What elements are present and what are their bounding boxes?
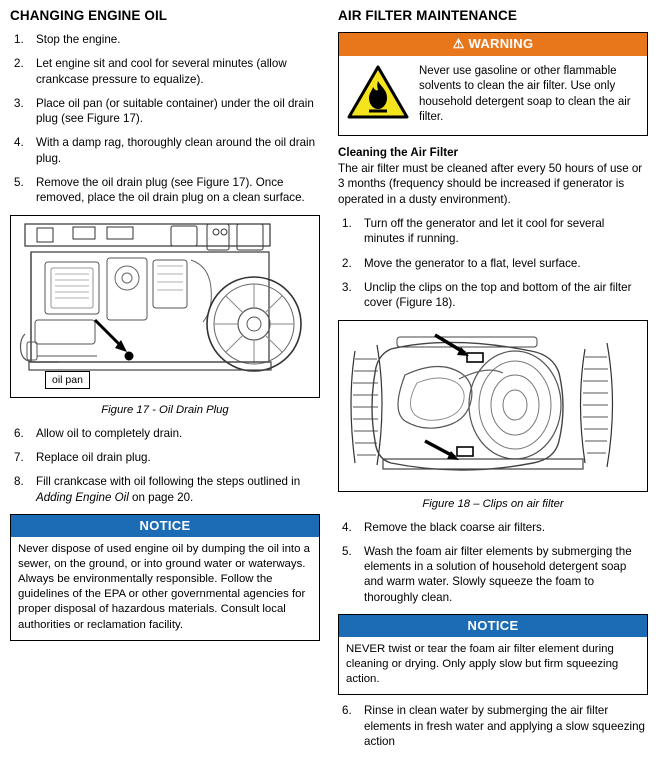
warning-box-flammable-solvents <box>338 32 648 136</box>
list-item <box>338 703 648 749</box>
step-text: Wash the foam air filter elements by submerging the elements in a solution of household detergent soap and warm water. Slowly squeeze the foam to thoroughly clean. <box>364 544 632 604</box>
list-item <box>338 544 648 605</box>
step-text: Rinse in clean water by submerging the air filter elements in fresh water and applying a slow squeezing action <box>364 704 645 749</box>
list-item <box>10 56 320 87</box>
step-number: 4. <box>342 520 352 534</box>
warning-header: ⚠ WARNING <box>339 33 647 56</box>
step-number: 1. <box>14 33 24 46</box>
flammable-hazard-icon <box>347 64 409 120</box>
notice-body: NEVER twist or tear the foam air filter element during cleaning or drying. Only apply slow but firm squeezing action. <box>346 642 619 686</box>
list-item <box>10 135 320 166</box>
notice-box-oil-disposal <box>10 514 320 641</box>
notice-header: NOTICE <box>339 615 647 637</box>
air-filter-steps-part2 <box>338 520 648 605</box>
warning-text: Never use gasoline or other flammable solvents to clean the air filter. Use only household detergent soap to clean the air filter. <box>419 65 631 123</box>
list-item <box>10 474 320 505</box>
step-number: 2. <box>14 57 24 71</box>
step-text: Stop the engine. <box>36 33 121 46</box>
notice-body: Never dispose of used engine oil by dumping the oil into a sewer, on the ground, or into ground water or waterways. Always be environmentally responsible. Follow the guidelines of the EPA or other governmental agencies for proper disposal of hazardous materials. Consult local authorities or reclamation facility. <box>18 542 310 631</box>
step-number: 2. <box>342 256 352 270</box>
figure-18-clips-on-air-filter <box>338 320 648 492</box>
page-title-changing-engine-oil: CHANGING ENGINE OIL <box>10 8 168 23</box>
step-text: Remove the oil drain plug (see Figure 17). Once removed, place the oil drain plug on a clean surface. <box>36 176 305 205</box>
left-column <box>10 6 320 768</box>
figure-17-oil-drain-plug <box>10 215 320 398</box>
step-number: 4. <box>14 136 24 150</box>
air-filter-intro-paragraph: The air filter must be cleaned after every 50 hours of use or 3 months (frequency should be increased if generator is operated in a dusty environment). <box>338 162 643 206</box>
list-item <box>338 256 648 271</box>
notice-box-foam-element <box>338 614 648 695</box>
step-text: With a damp rag, thoroughly clean around the oil drain plug. <box>36 136 316 165</box>
step-number: 7. <box>14 450 24 464</box>
generator-side-view-illustration <box>11 216 319 397</box>
list-item <box>10 32 320 47</box>
step-text-tail: on page 20. <box>128 490 194 504</box>
list-item <box>10 450 320 465</box>
step-text: Let engine sit and cool for several minutes (allow crankcase pressure to equalize). <box>36 57 287 86</box>
step-number: 3. <box>14 96 24 110</box>
figure-17-caption: Figure 17 - Oil Drain Plug <box>101 403 229 416</box>
step-number: 3. <box>342 280 352 294</box>
warning-body-row <box>339 56 647 135</box>
oil-pan-callout-label: oil pan <box>45 371 90 389</box>
air-filter-steps-part3 <box>338 703 648 749</box>
list-item <box>10 96 320 127</box>
step-number: 5. <box>342 544 352 558</box>
air-filter-steps-part1 <box>338 216 648 310</box>
two-column-layout <box>10 6 655 768</box>
step-text-emphasis: Adding Engine Oil <box>36 490 129 504</box>
step-number: 6. <box>342 704 352 718</box>
step-text: Allow oil to completely drain. <box>36 426 183 440</box>
step-text: Remove the black coarse air filters. <box>364 520 546 534</box>
step-text: Replace oil drain plug. <box>36 450 151 464</box>
step-number: 1. <box>342 217 352 231</box>
air-filter-cover-illustration <box>339 321 647 491</box>
list-item <box>338 216 648 247</box>
step-number: 5. <box>14 176 24 190</box>
step-text: Fill crankcase with oil following the steps outlined in <box>36 475 301 489</box>
subsection-heading-cleaning-air-filter: Cleaning the Air Filter <box>338 146 459 160</box>
step-number: 6. <box>14 426 24 440</box>
oil-steps-list-part2 <box>10 426 320 505</box>
figure-18-caption: Figure 18 – Clips on air filter <box>422 497 564 510</box>
list-item <box>338 280 648 311</box>
list-item <box>10 175 320 206</box>
list-item <box>10 426 320 441</box>
notice-header: NOTICE <box>11 515 319 537</box>
step-text: Place oil pan (or suitable container) under the oil drain plug (see Figure 17). <box>36 96 314 126</box>
step-number: 8. <box>14 475 24 489</box>
page-title-air-filter-maintenance: AIR FILTER MAINTENANCE <box>338 8 517 23</box>
step-text: Move the generator to a flat, level surface. <box>364 256 581 270</box>
step-text: Unclip the clips on the top and bottom of the air filter cover (Figure 18). <box>364 280 632 310</box>
oil-steps-list-part1 <box>10 32 320 206</box>
list-item <box>338 520 648 535</box>
right-column <box>338 6 648 768</box>
step-text: Turn off the generator and let it cool for several minutes if running. <box>364 217 605 246</box>
